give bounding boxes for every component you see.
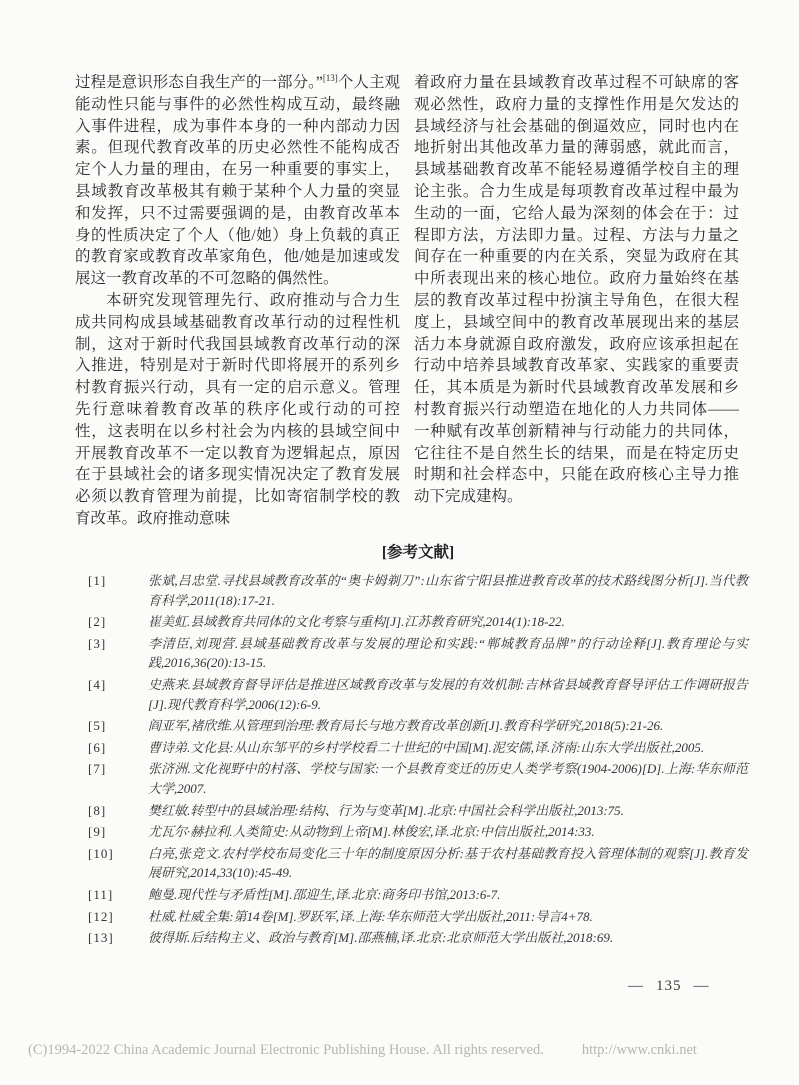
paragraph: 本研究发现管理先行、政府推动与合力生成共同构成县域基础教育改革行动的过程性机制，这对于新时代我国县域教育改革行动的深入推进，特别是对于新时代即将展开的系列乡村教育振兴行动，具有一定的启示意义。管理先行意味着教育改革的秩序化或行动的可控性，这表明在以乡村社会为内核的县域空间中开展教育改革不一定以教育为逻辑起点，原因在于县域社会的诸多现实情况决定了教育发展必须以教育管理为前提，比如寄宿制学校的教育改革。政府推动意味: [75, 291, 400, 527]
reference-text: 樊红敏.转型中的县域治理:结构、行为与变革[M].北京:中国社会科学出版社,2013:75.: [148, 802, 624, 818]
paragraph-continued: 着政府力量在县域教育改革过程不可缺席的客观必然性，政府力量的支撑性作用是欠发达的县域经济与社会基础的倒逼效应，同时也内在地折射出其他改革力量的薄弱感，就此而言，县域基础教育改革不能轻易遵循学校自主的理论主张。合力生成是每项教育改革过程中最为生动的一面，它给人最为深刻的体会在于：过程即方法，方法即力量。过程、方法与力量之间存在一种重要的内在关系，突显为政府在其中所表现出来的核心地位。政府力量始终在基层的教育改革过程中扮演主导角色，在很大程度上，县域空间中的教育改革展现出来的基层活力本身就源自政府激发，政府应该承担起在行动中培养县域教育改革家、实践家的重要责任，其本质是为新时代县域教育改革发展和乡村教育振兴行动塑造在地化的人力共同体——一种赋有改革创新精神与行动能力的共同体，它往往不是自然生长的结果，而是在特定历史时期和社会样态中，只能在政府核心主导力推动下完成建构。: [414, 74, 739, 506]
reference-item: [88, 716, 748, 736]
copyright-text: (C)1994-2022 China Academic Journal Electronic Publishing House. All rights reserved.: [28, 1042, 544, 1058]
reference-number: [6]: [88, 739, 107, 755]
reference-text: 尤瓦尔·赫拉利.人类简史:从动物到上帝[M].林俊宏,译.北京:中信出版社,2014:33.: [148, 824, 595, 840]
reference-text: 张斌,吕忠堂.寻找县域教育改革的“奥卡姆剃刀”:山东省宁阳县推进教育改革的技术路线图分析[J].当代教育科学,2011(18):17-21.: [148, 573, 748, 608]
reference-item: [88, 844, 748, 883]
page-number-dash-right: —: [693, 978, 710, 994]
left-column: [75, 72, 400, 530]
paragraph-text: 过程是意识形态自我生产的一部分。”: [75, 74, 323, 91]
page-number-value: 135: [656, 978, 682, 994]
reference-text: 彼得斯.后结构主义、政治与教育[M].邵燕楠,译.北京:北京师范大学出版社,2018:69.: [148, 930, 614, 946]
cnki-url: http://www.cnki.net: [581, 1042, 697, 1058]
reference-number: [10]: [88, 845, 114, 861]
right-column: [414, 72, 739, 530]
reference-text: 白亮,张竞文.农村学校布局变化三十年的制度原因分析:基于农村基础教育投入管理体制的观察[J].教育发展研究,2014,33(10):45-49.: [148, 845, 748, 881]
reference-item: [88, 571, 748, 610]
reference-number: [2]: [88, 614, 107, 630]
reference-text: 曹诗弟.文化县:从山东邹平的乡村学校看二十世纪的中国[M].泥安儒,译.济南:山东大学出版社,2005.: [148, 739, 705, 755]
citation-superscript: [13]: [322, 72, 338, 83]
reference-text: 李清臣,刘现营.县域基础教育改革与发展的理论和实践:“郸城教育品牌”的行动诠释[J].教育理论与实践,2016,36(20):13-15.: [148, 635, 748, 671]
page-number-dash-left: —: [628, 978, 644, 994]
reference-item: [88, 822, 748, 842]
reference-text: 崔美虹.县域教育共同体的文化考察与重构[J].江苏教育研究,2014(1):18-22.: [148, 614, 565, 630]
references-heading: [参考文献]: [381, 544, 455, 561]
article-body: [75, 72, 739, 530]
reference-text: 鲍曼.现代性与矛盾性[M].邵迎生,译.北京:商务印书馆,2013:6-7.: [148, 886, 501, 902]
reference-item: [88, 759, 748, 798]
reference-number: [5]: [88, 718, 107, 734]
reference-number: [11]: [88, 886, 114, 902]
reference-number: [13]: [88, 930, 114, 946]
reference-item: [88, 738, 748, 758]
reference-number: [12]: [88, 908, 114, 924]
reference-number: [3]: [88, 635, 107, 651]
reference-item: [88, 885, 748, 905]
reference-item: [88, 801, 748, 821]
reference-number: [4]: [88, 676, 107, 692]
reference-text: 张济洲.文化视野中的村落、学校与国家:一个县教育变迁的历史人类学考察(1904-2006)[D].上海:华东师范大学,2007.: [148, 761, 748, 796]
page-number: [628, 978, 710, 995]
reference-item: [88, 634, 748, 673]
paragraph-text: 个人主观能动性只能与事件的必然性构成互动，最终融入事件进程，成为事件本身的一种内部动力因素。但现代教育改革的历史必然性不能构成否定个人力量的理由，在另一种重要的事实上，县域教育改革极其有赖于某种个人力量的突显和发挥，只不过需要强调的是，由教育改革本身的性质决定了个人（他/她）身上负载的真正的教育家或教育改革家角色，他/她是加速或发展这一教育改革的不可忽略的偶然性。: [75, 74, 400, 288]
paragraph-continued: [75, 72, 400, 290]
reference-text: 阎亚军,褚欣维.从管理到治理:教育局长与地方教育改革创新[J].教育科学研究,2018(5):21-26.: [148, 718, 664, 734]
reference-item: [88, 675, 748, 714]
references-section: [88, 540, 748, 950]
reference-item: [88, 907, 748, 927]
reference-number: [9]: [88, 824, 107, 840]
copyright-footer: [28, 1042, 778, 1059]
reference-item: [88, 928, 748, 948]
reference-number: [8]: [88, 802, 107, 818]
reference-number: [1]: [88, 573, 107, 588]
reference-text: 史燕来.县域教育督导评估是推进区域教育改革与发展的有效机制:吉林省县域教育督导评估工作调研报告[J].现代教育科学,2006(12):6-9.: [148, 676, 748, 712]
reference-text: 杜威.杜威全集:第14卷[M].罗跃军,译.上海:华东师范大学出版社,2011:导言4+78.: [148, 908, 593, 924]
reference-number: [7]: [88, 761, 107, 777]
reference-item: [88, 612, 748, 632]
